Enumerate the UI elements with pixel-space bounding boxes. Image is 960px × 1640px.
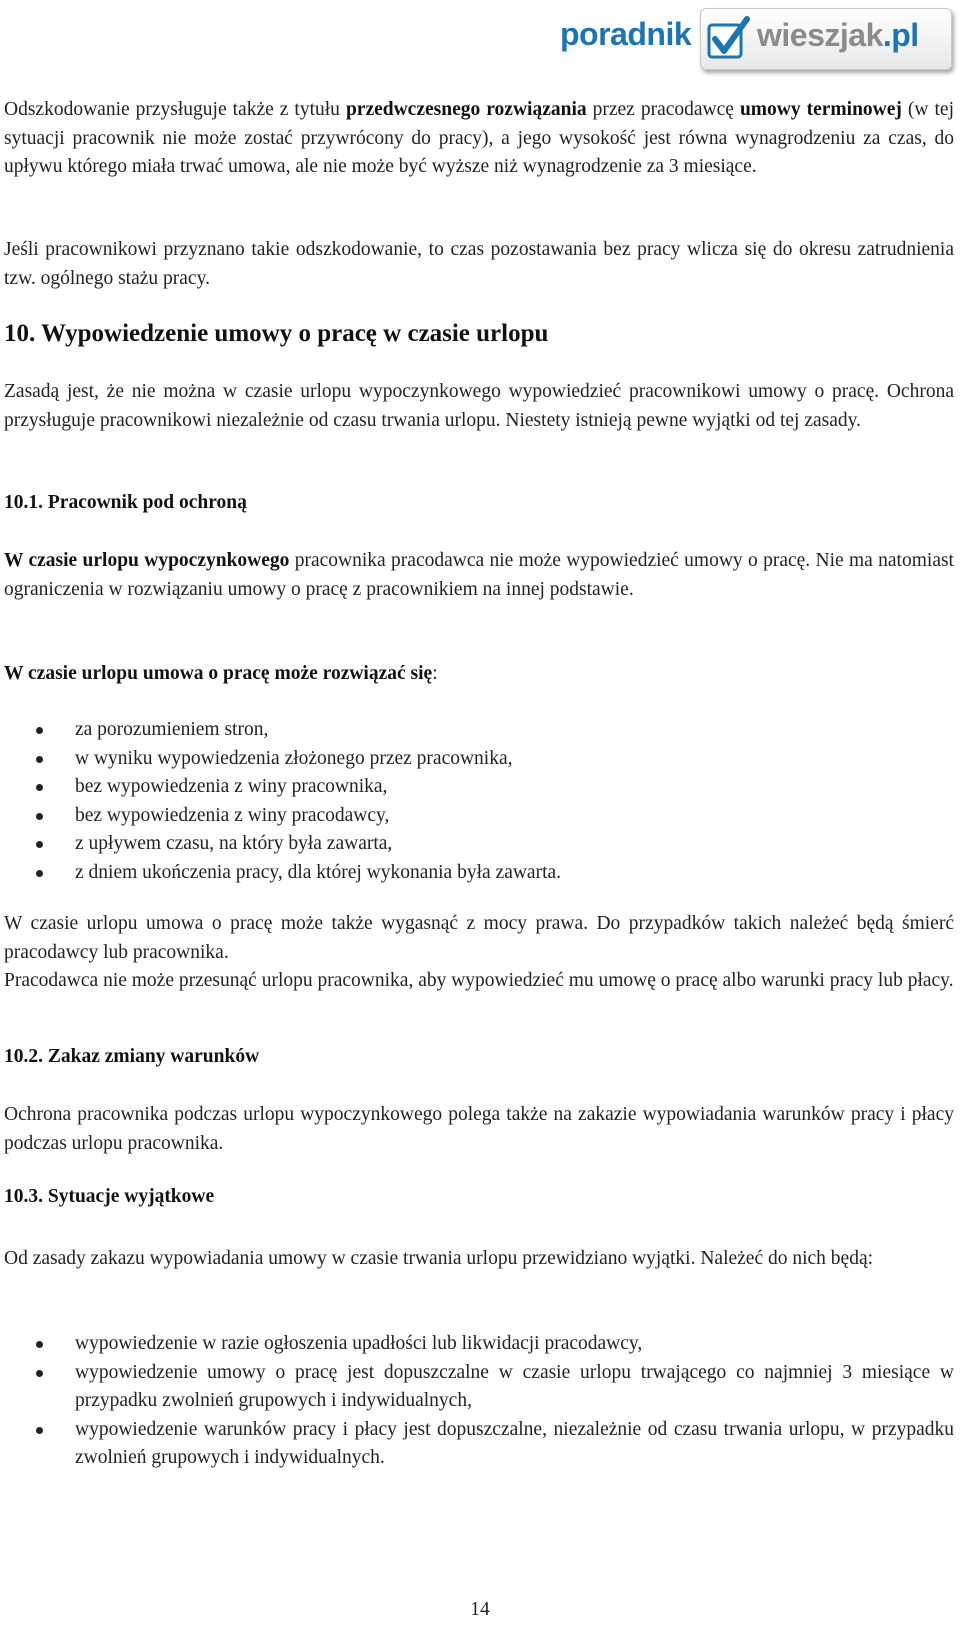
paragraph-protection: W czasie urlopu wypoczynkowego pracownika pracodawca nie może wypowiedzieć umowy o pracę. Nie ma natomiast ograniczenia w rozwiązaniu umowy o pracę z pracownikiem na innej podstawie. [4, 550, 954, 600]
poradnik-wieszjak-logo [560, 6, 958, 74]
paragraph-termination-intro: W czasie urlopu umowa o pracę może rozwiązać się: [4, 663, 438, 684]
heading-section-10-3: 10.3. Sytuacje wyjątkowe [4, 1186, 215, 1207]
paragraph-leave-postponement: Pracodawca nie może przesunąć urlopu pracownika, aby wypowiedzieć mu umowę o pracę albo warunki pracy lub płacy. [4, 970, 954, 991]
page-number: 14 [470, 1599, 490, 1620]
paragraph-expiry: W czasie urlopu umowa o pracę może także wygasnąć z mocy prawa. Do przypadków takich należeć będą śmierć pracodawcy lub pracownika. [4, 913, 954, 963]
list-item: z upływem czasu, na który była zawarta, [4, 830, 954, 859]
logo-badge [700, 8, 952, 70]
logo-left-text: poradnik [560, 16, 692, 52]
termination-methods-list [4, 716, 954, 887]
list-item: w wyniku wypowiedzenia złożonego przez pracownika, [4, 745, 954, 774]
paragraph-principle: Zasadą jest, że nie można w czasie urlopu wypoczynkowego wypowiedzieć pracownikowi umowy o pracę. Ochrona przysługuje pracownikowi niezależnie od czasu trwania urlopu. Niestety istnieją pewne wyjątki od tej zasady. [4, 381, 954, 431]
heading-section-10-1: 10.1. Pracownik pod ochroną [4, 492, 247, 513]
heading-section-10-2: 10.2. Zakaz zmiany warunków [4, 1046, 260, 1067]
list-item: bez wypowiedzenia z winy pracodawcy, [4, 802, 954, 831]
list-item: za porozumieniem stron, [4, 716, 954, 745]
paragraph-seniority: Jeśli pracownikowi przyznano takie odszkodowanie, to czas pozostawania bez pracy wlicza się do okresu zatrudnienia tzw. ogólnego stażu pracy. [4, 239, 954, 289]
paragraph-conditions-ban: Ochrona pracownika podczas urlopu wypoczynkowego polega także na zakazie wypowiadania warunków pracy i płacy podczas urlopu pracownika. [4, 1104, 954, 1154]
list-item: z dniem ukończenia pracy, dla której wykonania była zawarta. [4, 859, 954, 888]
list-item: wypowiedzenie w razie ogłoszenia upadłości lub likwidacji pracodawcy, [4, 1330, 954, 1359]
list-item: wypowiedzenie warunków pracy i płacy jest dopuszczalne, niezależnie od czasu trwania urlopu, w przypadku zwolnień grupowych i indywidualnych. [4, 1416, 954, 1473]
heading-section-10: 10. Wypowiedzenie umowy o pracę w czasie urlopu [4, 320, 549, 347]
paragraph-compensation: Odszkodowanie przysługuje także z tytułu przedwczesnego rozwiązania przez pracodawcę umowy terminowej (w tej sytuacji pracownik nie może zostać przywrócony do pracy), a jego wysokość jest równa wynagrodzeniu za czas, do upływu którego miała trwać umowa, ale nie może być wyższe niż wynagrodzenie za 3 miesiące. [4, 99, 954, 177]
paragraph-exceptions-intro: Od zasady zakazu wypowiadania umowy w czasie trwania urlopu przewidziano wyjątki. Należeć do nich będą: [4, 1248, 874, 1269]
list-item: bez wypowiedzenia z winy pracownika, [4, 773, 954, 802]
checkmark-icon [707, 15, 751, 61]
logo-right-text: wieszjak.pl [757, 17, 919, 53]
exceptions-list [4, 1330, 954, 1473]
list-item: wypowiedzenie umowy o pracę jest dopuszczalne w czasie urlopu trwającego co najmniej 3 miesiące w przypadku zwolnień grupowych i indywidualnych, [4, 1359, 954, 1416]
